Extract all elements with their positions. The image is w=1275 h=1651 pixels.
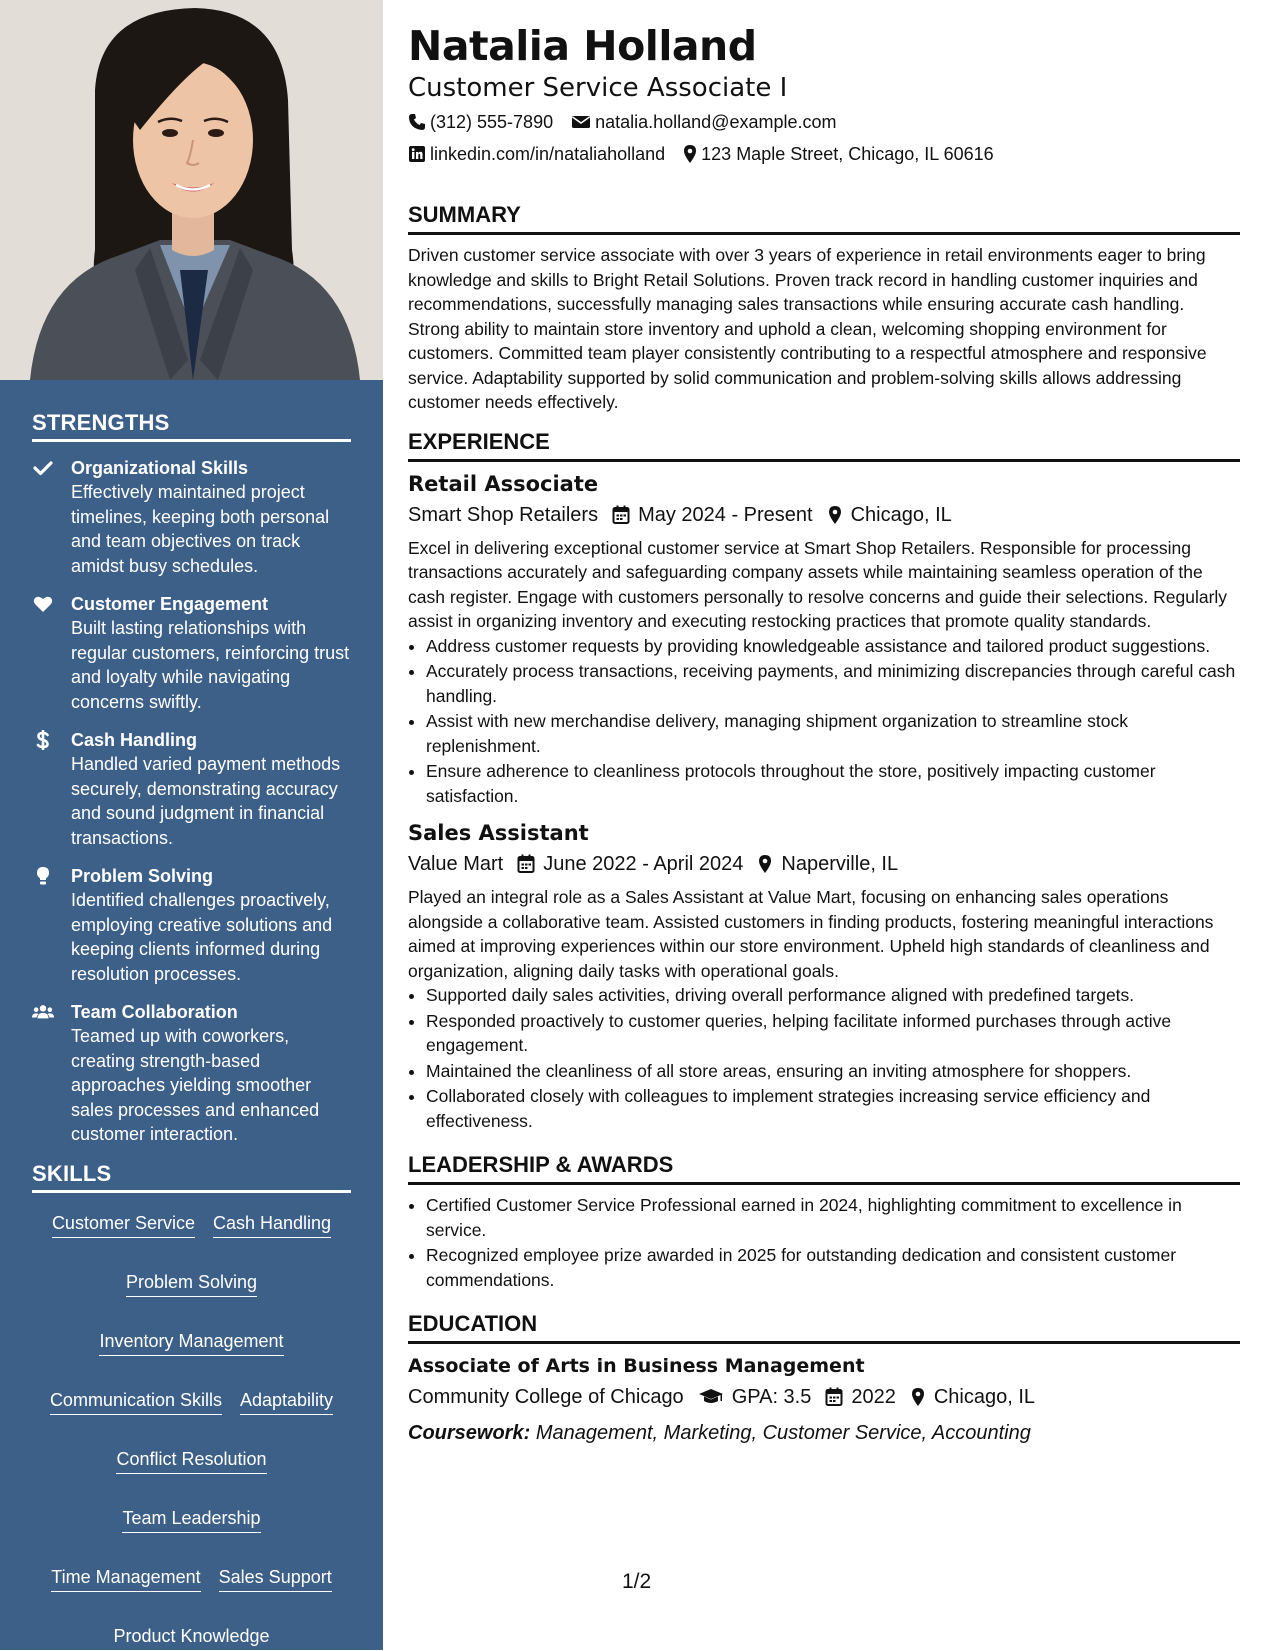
strengths-heading: STRENGTHS bbox=[32, 410, 351, 442]
list-item: • Collaborated closely with colleagues to implement strategies increasing service efficiency and effectiveness. bbox=[426, 1084, 1240, 1133]
linkedin-url: linkedin.com/in/nataliaholland bbox=[430, 144, 666, 164]
strength-description: Identified challenges proactively, employing creative solutions and keeping clients informed during resolution processes. bbox=[71, 890, 333, 984]
strength-title: Organizational Skills bbox=[71, 458, 249, 478]
calendar-icon bbox=[517, 854, 535, 874]
strength-description: Handled varied payment methods securely, demonstrating accuracy and sound judgment in financial transactions. bbox=[71, 754, 341, 848]
graduation-cap-icon bbox=[698, 1388, 724, 1406]
calendar-icon bbox=[612, 505, 630, 525]
strength-title: Cash Handling bbox=[71, 730, 198, 750]
phone-icon bbox=[408, 113, 426, 131]
job-meta bbox=[408, 500, 1240, 530]
experience-heading: EXPERIENCE bbox=[408, 429, 1240, 462]
job-meta bbox=[408, 849, 1240, 879]
sidebar bbox=[0, 0, 383, 1650]
strength-item bbox=[32, 728, 351, 850]
job-title: Retail Associate bbox=[408, 471, 599, 496]
company-name: Value Mart bbox=[408, 853, 504, 875]
map-pin-icon bbox=[910, 1387, 926, 1407]
skill-tag: Time Management bbox=[51, 1565, 200, 1592]
strength-item bbox=[32, 864, 351, 986]
heart-icon bbox=[32, 594, 54, 614]
list-item: • Assist with new merchandise delivery, managing shipment organization to streamline stock replenishment. bbox=[426, 709, 1240, 758]
list-item: • Maintained the cleanliness of all store areas, ensuring an inviting atmosphere for shoppers. bbox=[426, 1059, 1240, 1084]
job-bullets bbox=[408, 983, 1240, 1133]
list-item: • Ensure adherence to cleanliness protocols throughout the store, positively impacting customer satisfaction. bbox=[426, 759, 1240, 808]
job-dates bbox=[517, 849, 743, 879]
summary-text: Driven customer service associate with over 3 years of experience in retail environments eager to bring knowledge and skills to Bright Retail Solutions. Proven track record in handling customer inquiries and recommendations, successfully managing sales transactions while ensuring accurate cash handling. Strong ability to maintain store inventory and uphold a clean, welcoming shopping environment for customers. Committed team player consistently contributing to a respectful atmosphere and responsive service. Adaptability supported by solid communication and problem-solving skills allows addressing customer needs effectively. bbox=[408, 245, 1207, 412]
location-text: Chicago, IL bbox=[850, 503, 952, 526]
company-name: Smart Shop Retailers bbox=[408, 503, 599, 526]
job-entry bbox=[408, 470, 1240, 809]
strength-item bbox=[32, 456, 351, 578]
users-icon bbox=[32, 1002, 54, 1022]
strength-description: Teamed up with coworkers, creating strength-based approaches yielding smoother sales processes and enhanced customer interaction. bbox=[71, 1026, 320, 1144]
list-item: • Address customer requests by providing knowledgeable assistance and tailored product suggestions. bbox=[426, 634, 1240, 659]
job-bullets bbox=[408, 634, 1240, 809]
skills-list bbox=[32, 1207, 351, 1651]
sidebar-content bbox=[32, 410, 351, 1651]
awards-list bbox=[408, 1193, 1240, 1292]
strength-title: Problem Solving bbox=[71, 866, 214, 886]
year-text: 2022 bbox=[851, 1386, 896, 1408]
skill-tag: Adaptability bbox=[240, 1388, 333, 1415]
main-content bbox=[408, 20, 1240, 1448]
summary-heading: SUMMARY bbox=[408, 202, 1240, 235]
skill-tag: Customer Service bbox=[52, 1211, 195, 1238]
strength-item bbox=[32, 592, 351, 714]
contact-row bbox=[408, 110, 1240, 134]
envelope-icon bbox=[571, 114, 591, 130]
job-dates bbox=[612, 500, 813, 530]
dollar-icon bbox=[32, 730, 54, 750]
gpa-text: GPA: 3.5 bbox=[731, 1386, 812, 1408]
degree-title: Associate of Arts in Business Management bbox=[408, 1355, 865, 1377]
phone-contact[interactable] bbox=[408, 110, 553, 134]
linkedin-contact[interactable] bbox=[408, 142, 665, 166]
skill-tag: Team Leadership bbox=[122, 1506, 260, 1533]
linkedin-icon bbox=[408, 145, 426, 163]
map-pin-icon bbox=[683, 144, 697, 164]
profile-photo bbox=[0, 0, 383, 380]
skill-tag: Sales Support bbox=[219, 1565, 332, 1592]
map-pin-icon bbox=[827, 505, 843, 525]
job-title: Sales Assistant bbox=[408, 821, 589, 845]
candidate-name: Natalia Holland bbox=[408, 22, 757, 70]
job-location bbox=[757, 849, 898, 879]
strength-item bbox=[32, 1000, 351, 1147]
gpa bbox=[698, 1382, 812, 1412]
phone-number: (312) 555-7890 bbox=[430, 112, 554, 132]
portrait-image bbox=[0, 0, 383, 380]
list-item: • Certified Customer Service Professional earned in 2024, highlighting commitment to excellence in service. bbox=[426, 1193, 1240, 1242]
dates-text: May 2024 - Present bbox=[638, 503, 813, 526]
strength-title: Customer Engagement bbox=[71, 594, 269, 614]
location-text: Naperville, IL bbox=[781, 853, 899, 875]
education-location bbox=[910, 1382, 1035, 1412]
skill-tag: Conflict Resolution bbox=[116, 1447, 266, 1474]
list-item: • Recognized employee prize awarded in 2025 for outstanding dedication and consistent customer commendations. bbox=[426, 1243, 1240, 1292]
calendar-icon bbox=[825, 1387, 843, 1407]
strength-description: Effectively maintained project timelines, keeping both personal and team objectives on track amidst busy schedules. bbox=[71, 482, 330, 576]
email-contact[interactable] bbox=[571, 110, 836, 134]
email-address: natalia.holland@example.com bbox=[595, 112, 837, 132]
lightbulb-icon bbox=[32, 866, 54, 886]
job-entry bbox=[408, 819, 1240, 1133]
coursework bbox=[408, 1418, 1240, 1448]
skill-tag: Communication Skills bbox=[50, 1388, 222, 1415]
check-icon bbox=[32, 458, 54, 478]
list-item: • Accurately process transactions, receiving payments, and minimizing discrepancies through careful cash handling. bbox=[426, 659, 1240, 708]
location-text: Chicago, IL bbox=[933, 1386, 1036, 1408]
school-name: Community College of Chicago bbox=[408, 1386, 684, 1408]
contact-row bbox=[408, 142, 1240, 166]
graduation-year bbox=[825, 1382, 896, 1412]
address: 123 Maple Street, Chicago, IL 60616 bbox=[701, 144, 994, 164]
awards-heading: LEADERSHIP & AWARDS bbox=[408, 1152, 1240, 1185]
dates-text: June 2022 - April 2024 bbox=[543, 853, 744, 875]
address-contact bbox=[683, 142, 994, 166]
list-item: • Supported daily sales activities, driving overall performance aligned with predefined targets. bbox=[426, 983, 1240, 1008]
strength-description: Built lasting relationships with regular customers, reinforcing trust and loyalty while navigating concerns swiftly. bbox=[71, 618, 350, 712]
page-number: 1/2 bbox=[622, 1570, 652, 1593]
job-location bbox=[827, 500, 952, 530]
strength-title: Team Collaboration bbox=[71, 1002, 238, 1022]
job-description: Played an integral role as a Sales Assistant at Value Mart, focusing on enhancing sales operations alongside a collaborative team. Assisted customers in finding products, fostering meaningful interactions aimed at improving experiences within our store environment. Upheld high standards of cleanliness and organization, aligning daily tasks with operational goals. bbox=[408, 887, 1214, 981]
skill-tag: Product Knowledge bbox=[113, 1624, 269, 1651]
skill-tag: Cash Handling bbox=[213, 1211, 331, 1238]
education-heading: EDUCATION bbox=[408, 1311, 1240, 1344]
job-description: Excel in delivering exceptional customer service at Smart Shop Retailers. Responsible for processing transactions accurately and safeguarding company assets while maintaining seamless operation of the cash register. Engage with customers personally to resolve concerns and guide their selections. Regularly assist in organizing inventory and executing restocking practices that promote quality standards. bbox=[408, 537, 1228, 631]
education-meta bbox=[408, 1382, 1240, 1412]
list-item: • Responded proactively to customer queries, helping facilitate informed purchases through active engagement. bbox=[426, 1009, 1240, 1058]
skills-heading: SKILLS bbox=[32, 1161, 351, 1193]
skill-tag: Problem Solving bbox=[126, 1270, 257, 1297]
job-title-header: Customer Service Associate I bbox=[408, 73, 788, 103]
coursework-list: Management, Marketing, Customer Service, Accounting bbox=[535, 1422, 1031, 1444]
map-pin-icon bbox=[757, 854, 773, 874]
coursework-label: Coursework: bbox=[408, 1422, 531, 1444]
skill-tag: Inventory Management bbox=[99, 1329, 283, 1356]
